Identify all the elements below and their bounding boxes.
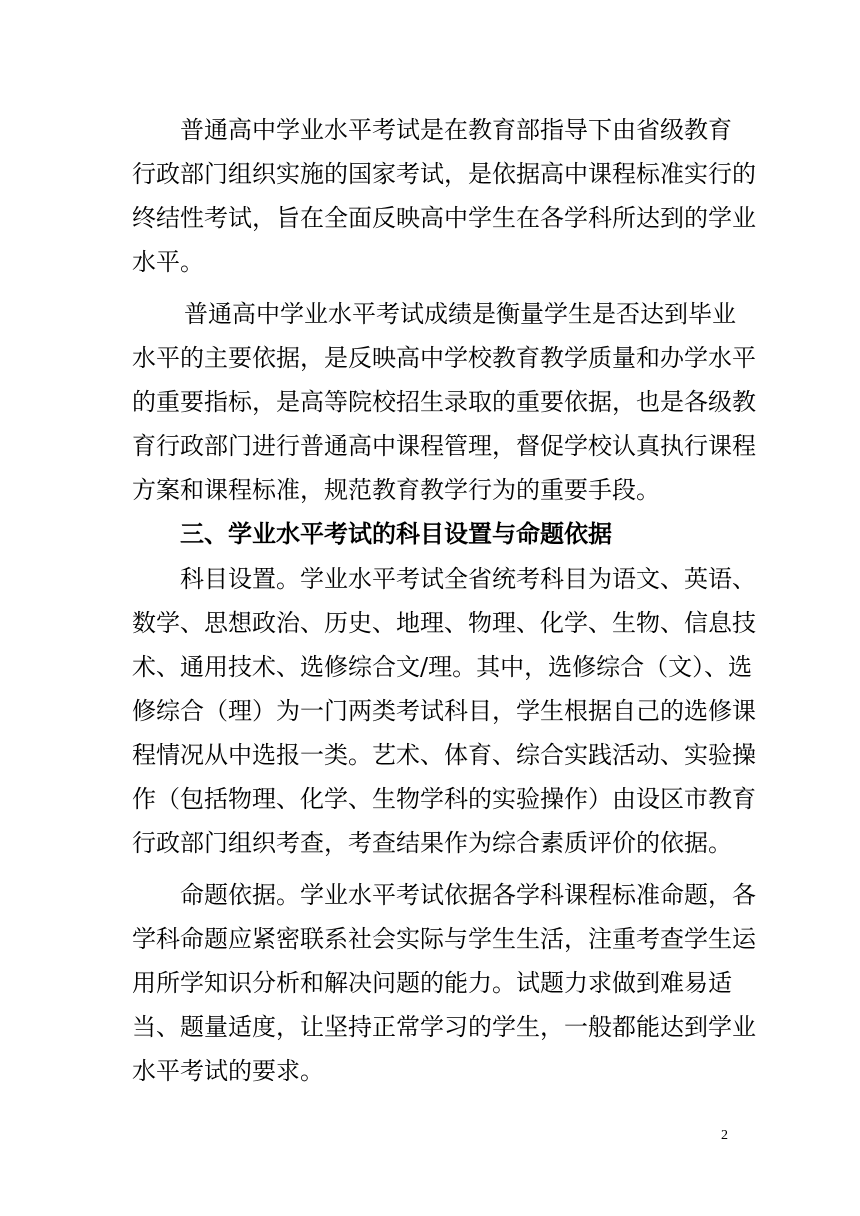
paragraph-4-line-5: 水平考试的要求。: [132, 1057, 324, 1085]
paragraph-2-line-1: 普通高中学业水平考试成绩是衡量学生是否达到毕业: [184, 300, 736, 328]
paragraph-1-line-4: 水平。: [132, 248, 204, 276]
paragraph-1-line-1: 普通高中学业水平考试是在教育部指导下由省级教育: [180, 116, 732, 144]
paragraph-4-line-3: 用所学知识分析和解决问题的能力。试题力求做到难易适: [132, 969, 732, 997]
paragraph-2-line-4: 育行政部门进行普通高中课程管理，督促学校认真执行课程: [132, 432, 756, 460]
paragraph-2-line-3: 的重要指标，是高等院校招生录取的重要依据，也是各级教: [132, 388, 756, 416]
paragraph-4-line-4: 当、题量适度，让坚持正常学习的学生，一般都能达到学业: [132, 1013, 756, 1041]
paragraph-3-line-2: 数学、思想政治、历史、地理、物理、化学、生物、信息技: [132, 609, 756, 637]
paragraph-3-line-5: 程情况从中选报一类。艺术、体育、综合实践活动、实验操: [132, 741, 756, 769]
paragraph-3-line-4: 修综合（理）为一门两类考试科目，学生根据自己的选修课: [132, 697, 756, 725]
paragraph-1-line-3: 终结性考试，旨在全面反映高中学生在各学科所达到的学业: [132, 204, 756, 232]
paragraph-3-line-6: 作（包括物理、化学、生物学科的实验操作）由设区市教育: [132, 785, 756, 813]
paragraph-2-line-5: 方案和课程标准，规范教育教学行为的重要手段。: [132, 476, 660, 504]
paragraph-3-line-1: 科目设置。学业水平考试全省统考科目为语文、英语、: [180, 565, 756, 593]
section-heading: 三、学业水平考试的科目设置与命题依据: [180, 520, 612, 548]
paragraph-2-line-2: 水平的主要依据，是反映高中学校教育教学质量和办学水平: [132, 344, 756, 372]
paragraph-1-line-2: 行政部门组织实施的国家考试，是依据高中课程标准实行的: [132, 160, 756, 188]
page-number: 2: [721, 1128, 728, 1143]
paragraph-3-line-7: 行政部门组织考查，考查结果作为综合素质评价的依据。: [132, 829, 732, 857]
paragraph-4-line-1: 命题依据。学业水平考试依据各学科课程标准命题，各: [180, 881, 756, 909]
paragraph-4-line-2: 学科命题应紧密联系社会实际与学生生活，注重考查学生运: [132, 925, 756, 953]
paragraph-3-line-3: 术、通用技术、选修综合文/理。其中，选修综合（文）、选: [132, 653, 753, 681]
